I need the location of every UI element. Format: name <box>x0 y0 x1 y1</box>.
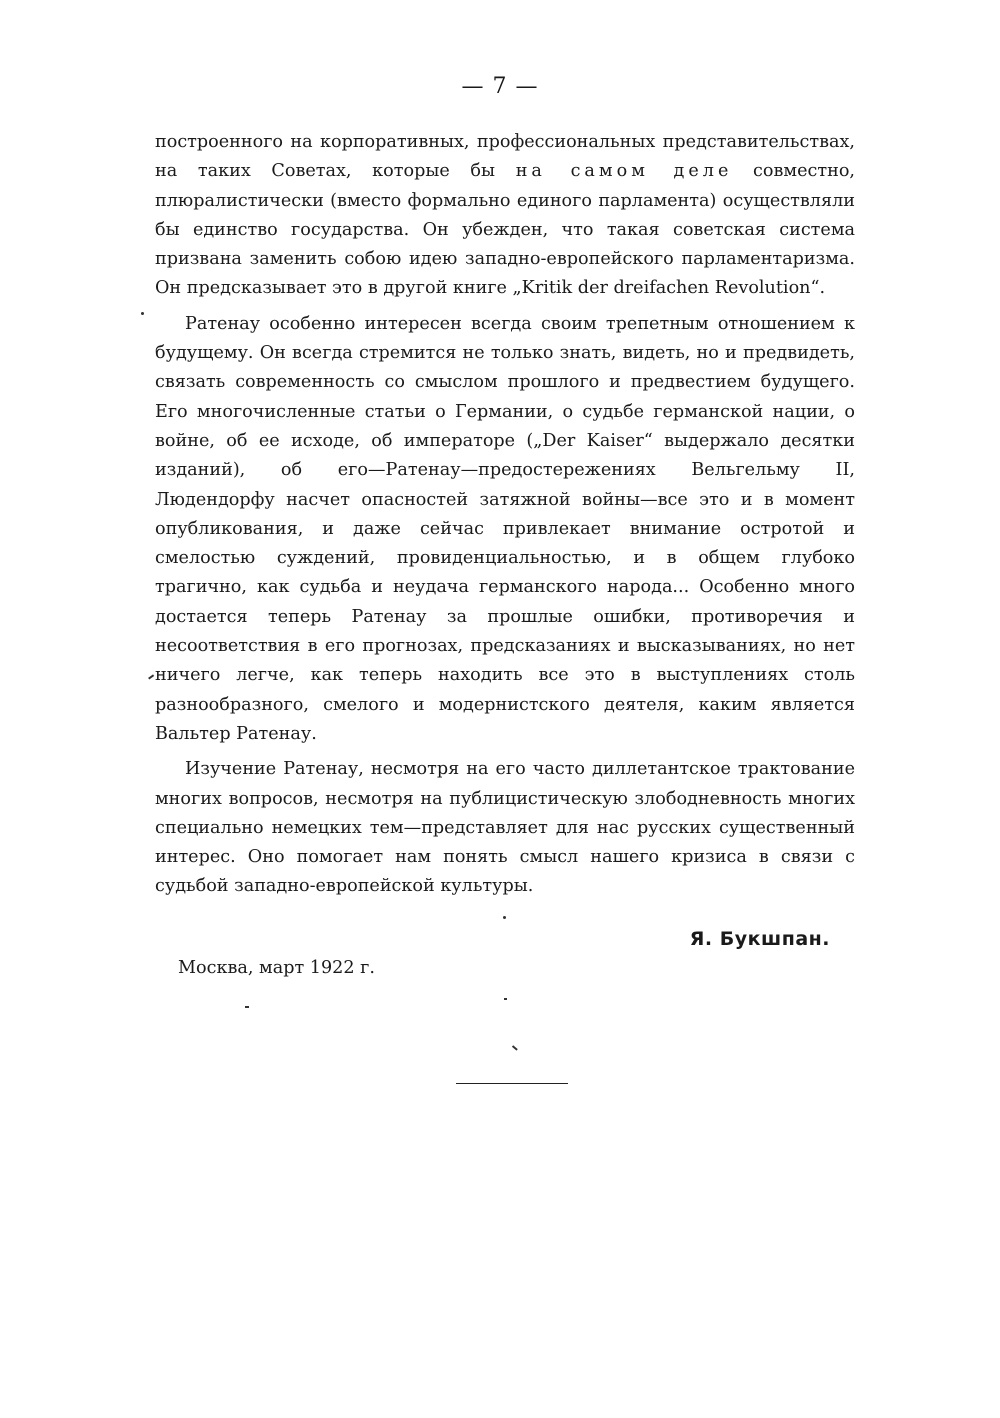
place-and-date: Москва, март 1922 г. <box>178 958 375 978</box>
author-signature: Я. Букшпан. <box>689 928 830 950</box>
paragraph-1-emphasis: на самом деле <box>515 161 733 182</box>
page-number: — 7 — <box>461 74 539 99</box>
scan-speck <box>503 916 506 919</box>
scan-speck <box>148 674 154 679</box>
paragraph-3: Изучение Ратенау, несмотря на его часто диллетантское трактование многих вопросов, несмотря на публицистическую злободневность многих специально немецких тем—представляет для нас русских существенный интерес. Оно помогает нам понять смысл нашего кризиса в связи с судьбой западно-европейской культуры. <box>155 759 855 897</box>
scan-speck <box>512 1045 518 1050</box>
closing-rule <box>456 1083 568 1084</box>
scan-speck <box>245 1006 249 1008</box>
body-text <box>155 128 855 902</box>
scan-speck <box>504 998 507 1000</box>
paragraph-1-start: построенного на корпоративных, профессиональных представительствах, на таких Советах, которые бы <box>155 132 855 182</box>
scan-speck <box>141 312 144 315</box>
paragraph-2: Ратенау особенно интересен всегда своим трепетным отношением к будущему. Он всегда стремится не только знать, видеть, но и предвидеть, связать современность со смыслом прошлого и предвестием будущего. Его многочисленные статьи о Германии, о судьбе германской нации, о войне, об ее исходе, об императоре („Der Kaiser“ выдержало десятки изданий), об его—Ратенау—предостережениях Вельгельму II, Людендорфу насчет опасностей затяжной войны—все это и в момент опубликования, и даже сейчас привлекает внимание остротой и смелостью суждений, провиденциальностью, и в общем глубоко трагично, как судьба и неудача германского народа... Особенно много достается теперь Ратенау за прошлые ошибки, противоречия и несоответствия в его прогнозах, предсказаниях и высказываниях, но нет ничего легче, как теперь находить все это в выступлениях столь разнообразного, смелого и модернистского деятеля, каким является Вальтер Ратенау. <box>155 313 855 744</box>
paragraph-1 <box>155 128 855 304</box>
paragraph-1-end: совместно, плюралистически (вместо формально единого парламента) осуществляли бы единство государства. Он убежден, что такая советская система призвана заменить собою идею западно-европейского парламентаризма. Он предсказывает это в другой книге „Kritik der dreifachen Revolution“. <box>155 161 855 299</box>
